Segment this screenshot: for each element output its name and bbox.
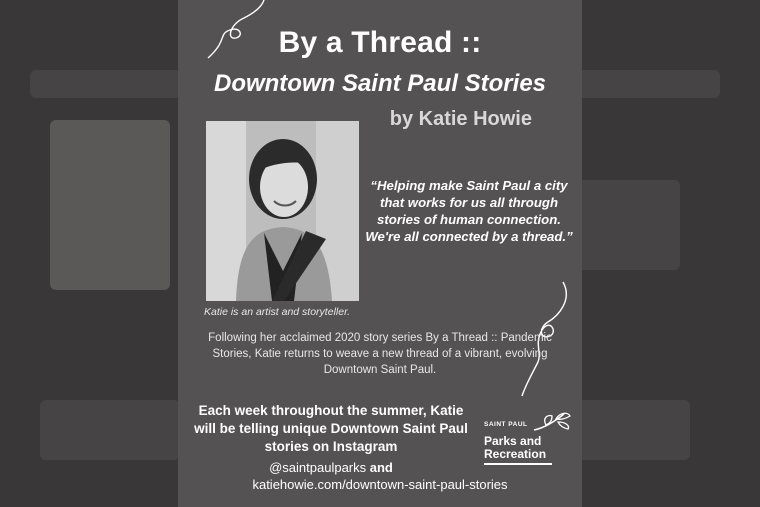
background-right: [560, 0, 760, 507]
logo-name-line2: Recreation: [484, 447, 547, 461]
website-link[interactable]: katiehowie.com/downtown-saint-paul-stories: [252, 477, 508, 492]
blurred-text: [30, 70, 180, 98]
blurred-photo: [50, 120, 170, 290]
call-to-action: Each week throughout the summer, Katie will be telling unique Downtown Saint Paul stories on Instagram: [194, 403, 468, 454]
description-text: Following her acclaimed 2020 story series By a Thread :: Pandemic Stories, Katie returns to weave a new thread of a vibrant, evolving Downtown Saint Paul.: [208, 332, 552, 376]
instagram-line: [186, 460, 476, 475]
poster: [178, 0, 582, 507]
poster-title: By a Thread ::: [278, 26, 482, 59]
author-byline: by Katie Howie: [389, 108, 532, 130]
poster-subtitle: Downtown Saint Paul Stories: [213, 70, 547, 97]
instagram-handle[interactable]: @saintpaulparks: [269, 460, 367, 475]
blurred-text: [570, 400, 690, 460]
and-connector: and: [369, 460, 393, 475]
photo-caption: Katie is an artist and storyteller.: [204, 306, 351, 318]
leaf-sprig-icon: [532, 408, 574, 432]
background-left: [0, 0, 200, 507]
blurred-text: [570, 180, 680, 270]
logo-name: [484, 435, 546, 461]
blurred-text: [570, 70, 720, 98]
logo-city: SAINT PAUL: [484, 421, 528, 428]
logo-underline: [484, 463, 552, 465]
parks-logo: [484, 410, 576, 470]
logo-name-line1: Parks and: [484, 434, 542, 448]
blurred-text: [40, 400, 180, 460]
author-photo: [206, 121, 359, 301]
pull-quote: “Helping make Saint Paul a city that works for us all through stories of human connection. We're all connected by a thread.”: [365, 178, 573, 244]
